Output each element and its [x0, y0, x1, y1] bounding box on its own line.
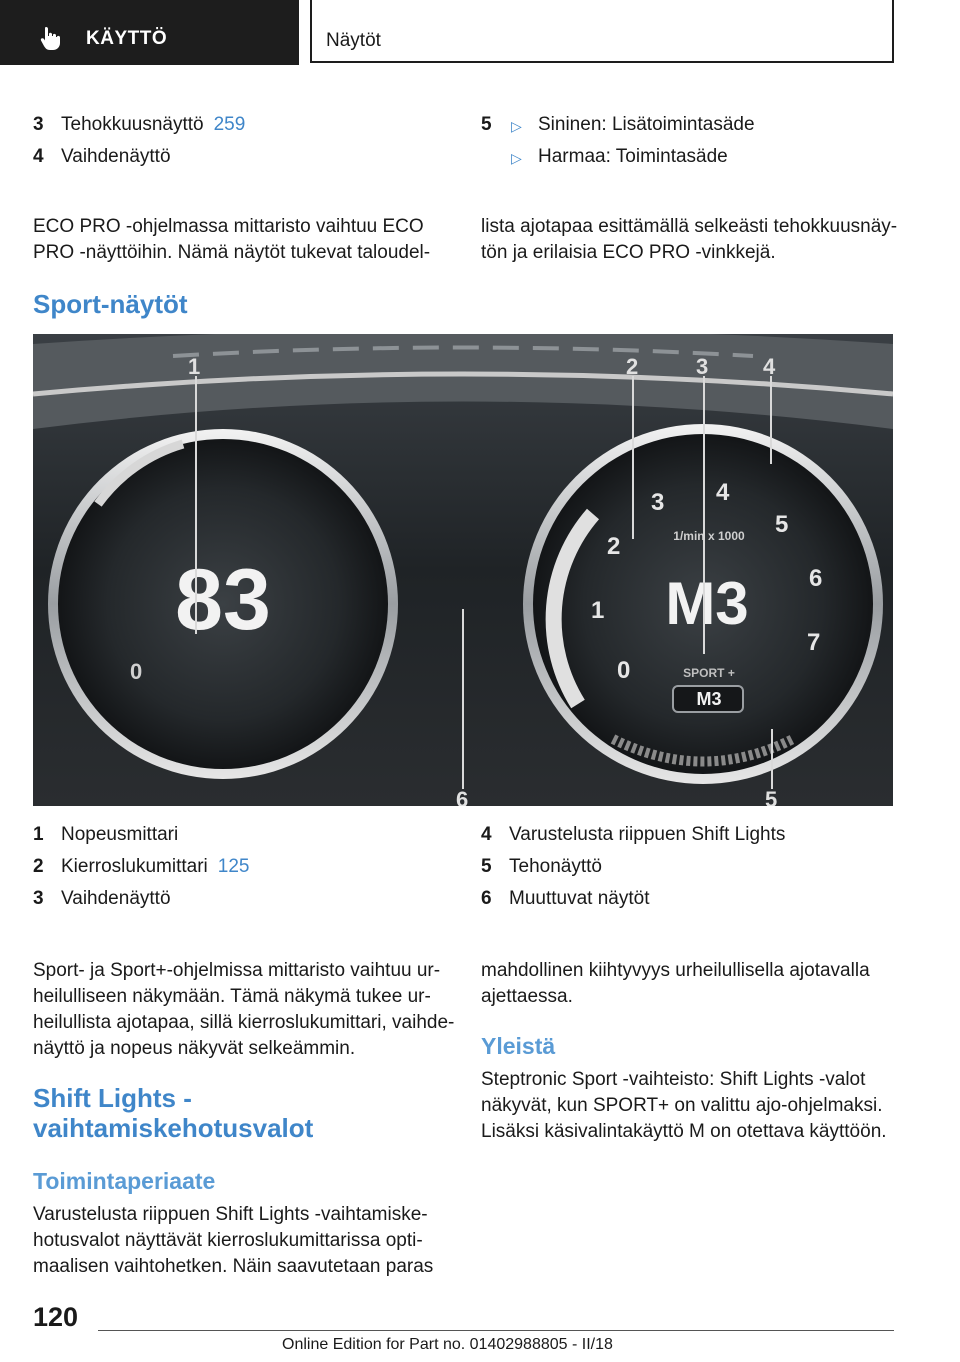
- text-line: lista ajotapaa esittämällä selkeästi tehokkuusnäy-: [481, 216, 898, 237]
- list-number: 5: [481, 114, 492, 135]
- page-reference-link[interactable]: 259: [213, 114, 246, 135]
- list-text: Tehonäyttö: [509, 856, 602, 877]
- text-line: Steptronic Sport -vaihteisto: Shift Lights -valot: [481, 1069, 866, 1090]
- text-line: ECO PRO -ohjelmassa mittaristo vaihtuu ECO: [33, 216, 424, 237]
- shift-lights-heading: [33, 1083, 313, 1143]
- list-number: 4: [481, 824, 492, 845]
- list-number: 3: [33, 888, 44, 909]
- list-number: 3: [33, 114, 44, 135]
- list-text: Nopeusmittari: [61, 824, 179, 845]
- speed-readout: 83: [175, 552, 271, 648]
- list-number: 4: [33, 146, 44, 167]
- text-line: PRO -näyttöihin. Nämä näytöt tukevat taloudel-: [33, 242, 431, 263]
- list-text: Kierroslukumittari: [61, 856, 208, 877]
- principle-paragraph: [33, 1202, 433, 1280]
- drive-mode-label: SPORT +: [683, 666, 735, 680]
- text-line: tön ja erilaisia ECO PRO -vinkkejä.: [481, 242, 776, 263]
- rpm-tick-label: 3: [651, 489, 665, 516]
- sport-heading: Sport-näytöt: [33, 289, 188, 319]
- text-line: näyttö ja nopeus näkyvät selkeämmin.: [33, 1038, 356, 1059]
- footer-divider: [98, 1330, 894, 1331]
- instrument-cluster-image: [33, 334, 893, 806]
- heading-line: Shift Lights -: [33, 1083, 192, 1113]
- sport-paragraph-right: [481, 958, 870, 1010]
- callout-number: 2: [626, 354, 639, 379]
- rpm-tick-label: 7: [807, 629, 821, 656]
- page-header: [0, 0, 960, 66]
- text-line: Lisäksi käsivalintakäyttö M on otettava käyttöön.: [481, 1121, 887, 1142]
- list-text: Tehokkuusnäyttö: [61, 114, 204, 135]
- edition-text: Online Edition for Part no. 01402988805 - II/18: [282, 1336, 613, 1353]
- section-tab-label: KÄYTTÖ: [86, 28, 168, 49]
- rpm-unit-label: 1/min x 1000: [673, 529, 745, 543]
- heading-line: vaihtamiskehotusvalot: [33, 1113, 314, 1143]
- drive-mode-gear: M3: [696, 689, 722, 709]
- list-number: 2: [33, 856, 44, 877]
- chapter-tab[interactable]: [310, 0, 894, 63]
- text-line: mahdollinen kiihtyvyys urheilullisella ajotavalla: [481, 960, 870, 981]
- text-line: heilulliseen näkymään. Tämä näkymä tukee ur-: [33, 986, 431, 1007]
- rpm-tick-label: 4: [716, 479, 730, 506]
- list-number: 1: [33, 824, 44, 845]
- general-paragraph: [481, 1067, 887, 1145]
- text-line: ajettaessa.: [481, 986, 573, 1007]
- callout-number: 1: [188, 354, 201, 379]
- section-tab[interactable]: [0, 0, 299, 65]
- text-line: Varustelusta riippuen Shift Lights -vaihtamiske-: [33, 1204, 428, 1225]
- general-heading: Yleistä: [481, 1033, 556, 1059]
- sport-paragraph-left: [33, 958, 454, 1062]
- rpm-tick-label: 1: [591, 597, 605, 624]
- rpm-tick-label: 2: [607, 533, 621, 560]
- triangle-bullet-icon: ▷: [511, 118, 522, 134]
- text-line: maalisen vaihtohetken. Näin saavutetaan paras: [33, 1256, 434, 1277]
- list-text: Muuttuvat näytöt: [509, 888, 650, 909]
- text-line: Sport- ja Sport+-ohjelmissa mittaristo vaihtuu ur-: [33, 960, 441, 981]
- rpm-tick-label: 0: [617, 657, 631, 684]
- text-line: näkyvät, kun SPORT+ on valittu ajo-ohjelmaksi.: [481, 1095, 883, 1116]
- list-number: 5: [481, 856, 492, 877]
- triangle-bullet-icon: ▷: [511, 150, 522, 166]
- hand-pointer-icon: [38, 25, 64, 51]
- page-number: 120: [33, 1302, 79, 1332]
- list-text: Sininen: Lisätoimintasäde: [538, 114, 755, 135]
- eco-paragraph-left: [33, 214, 430, 266]
- callout-number: 5: [765, 787, 778, 806]
- speed-zero-label: 0: [130, 659, 143, 684]
- list-text: Varustelusta riippuen Shift Lights: [509, 824, 786, 845]
- chapter-tab-label: Näytöt: [326, 30, 381, 51]
- list-text: Harmaa: Toimintasäde: [538, 146, 728, 167]
- callout-number: 6: [456, 787, 469, 806]
- list-number: 6: [481, 888, 492, 909]
- callout-number: 4: [763, 354, 776, 379]
- list-text: Vaihdenäyttö: [61, 146, 171, 167]
- page-reference-link[interactable]: 125: [217, 856, 250, 877]
- list-text: Vaihdenäyttö: [61, 888, 171, 909]
- gear-readout: M3: [665, 570, 749, 637]
- eco-paragraph-right: [481, 214, 897, 266]
- callout-number: 3: [696, 354, 709, 379]
- rpm-tick-label: 6: [809, 565, 823, 592]
- text-line: heilullista ajotapaa, sillä kierroslukumittari, vaihde-: [33, 1012, 455, 1033]
- text-line: hotusvalot näyttävät kierroslukumittarissa opti-: [33, 1230, 423, 1251]
- rpm-tick-label: 5: [775, 511, 789, 538]
- principle-heading: Toimintaperiaate: [33, 1168, 216, 1194]
